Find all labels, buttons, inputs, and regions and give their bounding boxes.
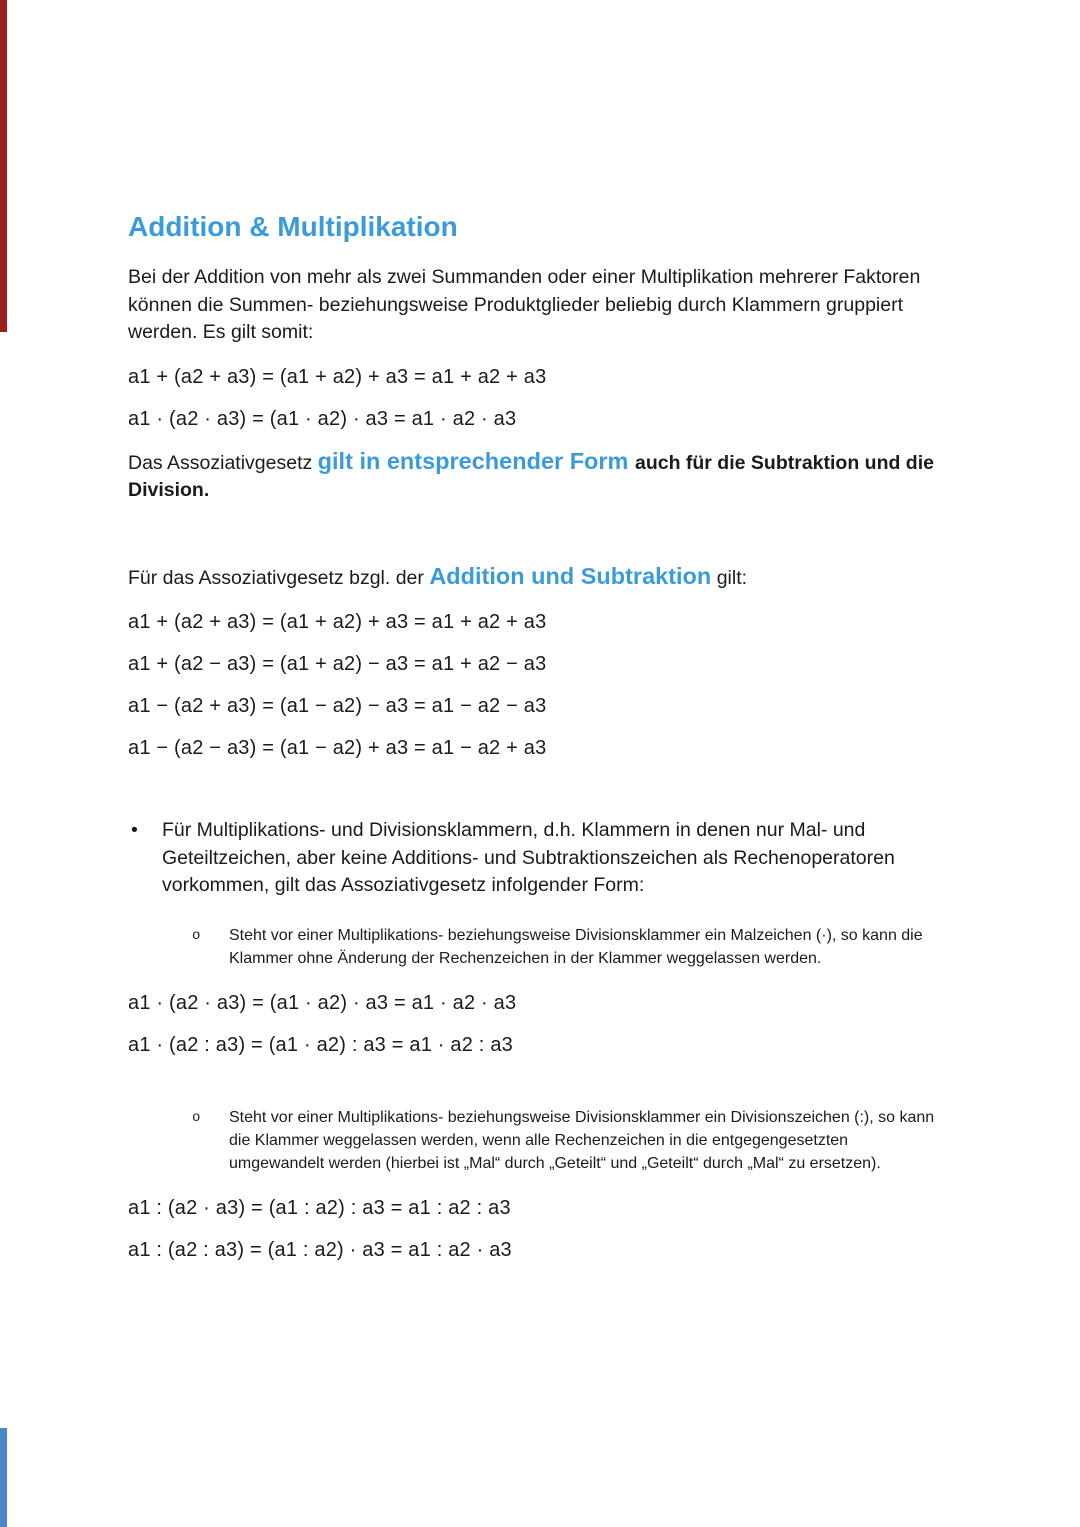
- addsub-blue-run: Addition und Subtraktion: [429, 562, 712, 589]
- sub-bullet-item: [128, 924, 960, 970]
- formula-line: a1 − (a2 + a3) = (a1 − a2) − a3 = a1 − a2 − a3: [128, 695, 547, 717]
- addsub-normal-run-2: gilt:: [711, 566, 748, 589]
- addsub-intro-paragraph: [128, 563, 960, 593]
- left-edge-blue-strip: [0, 1428, 7, 1527]
- formula-line: a1 + (a2 + a3) = (a1 + a2) + a3 = a1 + a2 + a3: [128, 611, 547, 633]
- document-content: [128, 210, 960, 1279]
- formula-line: a1 · (a2 · a3) = (a1 · a2) · a3 = a1 · a2 · a3: [128, 991, 517, 1014]
- addsub-normal-run: Für das Assoziativgesetz bzgl. der: [128, 566, 430, 589]
- assoc-note-bold-run: auch für die Subtraktion und die Division.: [128, 451, 934, 501]
- paragraph-spacer: [128, 777, 960, 817]
- formula-line: a1 + (a2 − a3) = (a1 + a2) − a3 = a1 + a2 − a3: [128, 653, 547, 675]
- formula-line: a1 · (a2 · a3) = (a1 · a2) · a3 = a1 · a2 · a3: [128, 407, 517, 430]
- assoc-note-blue-run: gilt in entsprechender Form: [317, 447, 635, 474]
- paragraph-spacer: [128, 1074, 960, 1106]
- sub-bullet-item-text: Steht vor einer Multiplikations- beziehungsweise Divisionsklammer ein Divisionszeichen (:), so kann die Klammer weggelassen werden, wenn alle Rechenzeichen in die entgegengesetzten umgewandelt werden (hierbei ist „Mal“ durch „Geteilt“ und „Geteilt“ durch „Mal“ zu ersetzen).: [229, 1108, 935, 1172]
- left-edge-red-strip: [0, 0, 7, 332]
- bullet-item: [128, 817, 960, 900]
- bullet-icon: •: [131, 819, 138, 841]
- formula-line: a1 · (a2 : a3) = (a1 · a2) : a3 = a1 · a2 : a3: [128, 1033, 513, 1056]
- page-title: Addition & Multiplikation: [128, 211, 458, 242]
- circle-bullet-icon: o: [192, 927, 201, 944]
- intro-paragraph: Bei der Addition von mehr als zwei Summanden oder einer Multiplikation mehrerer Faktoren können die Summen- beziehungsweise Produktglieder beliebig durch Klammern gruppiert werden. Es gilt somit:: [128, 266, 921, 343]
- assoc-note-paragraph: [128, 448, 960, 505]
- formula-line: a1 : (a2 : a3) = (a1 : a2) · a3 = a1 : a2 · a3: [128, 1238, 512, 1261]
- formula-line: a1 + (a2 + a3) = (a1 + a2) + a3 = a1 + a2 + a3: [128, 365, 547, 388]
- bullet-item-text: Für Multiplikations- und Divisionsklammern, d.h. Klammern in denen nur Mal- und Geteiltzeichen, aber keine Additions- und Subtraktionszeichen als Rechenoperatoren vorkommen, gilt das Assoziativgesetz infolgender Form:: [162, 819, 895, 896]
- assoc-note-normal-run: Das Assoziativgesetz: [128, 451, 318, 474]
- sub-bullet-item: [128, 1106, 960, 1175]
- sub-bullet-item-text: Steht vor einer Multiplikations- beziehungsweise Divisionsklammer ein Malzeichen (·), so kann die Klammer ohne Änderung der Rechenzeichen in der Klammer weggelassen werden.: [229, 926, 923, 967]
- circle-bullet-icon: o: [192, 1109, 201, 1126]
- formula-line: a1 : (a2 · a3) = (a1 : a2) : a3 = a1 : a2 : a3: [128, 1196, 511, 1219]
- formula-line: a1 − (a2 − a3) = (a1 − a2) + a3 = a1 − a2 + a3: [128, 737, 547, 759]
- paragraph-spacer: [128, 505, 960, 563]
